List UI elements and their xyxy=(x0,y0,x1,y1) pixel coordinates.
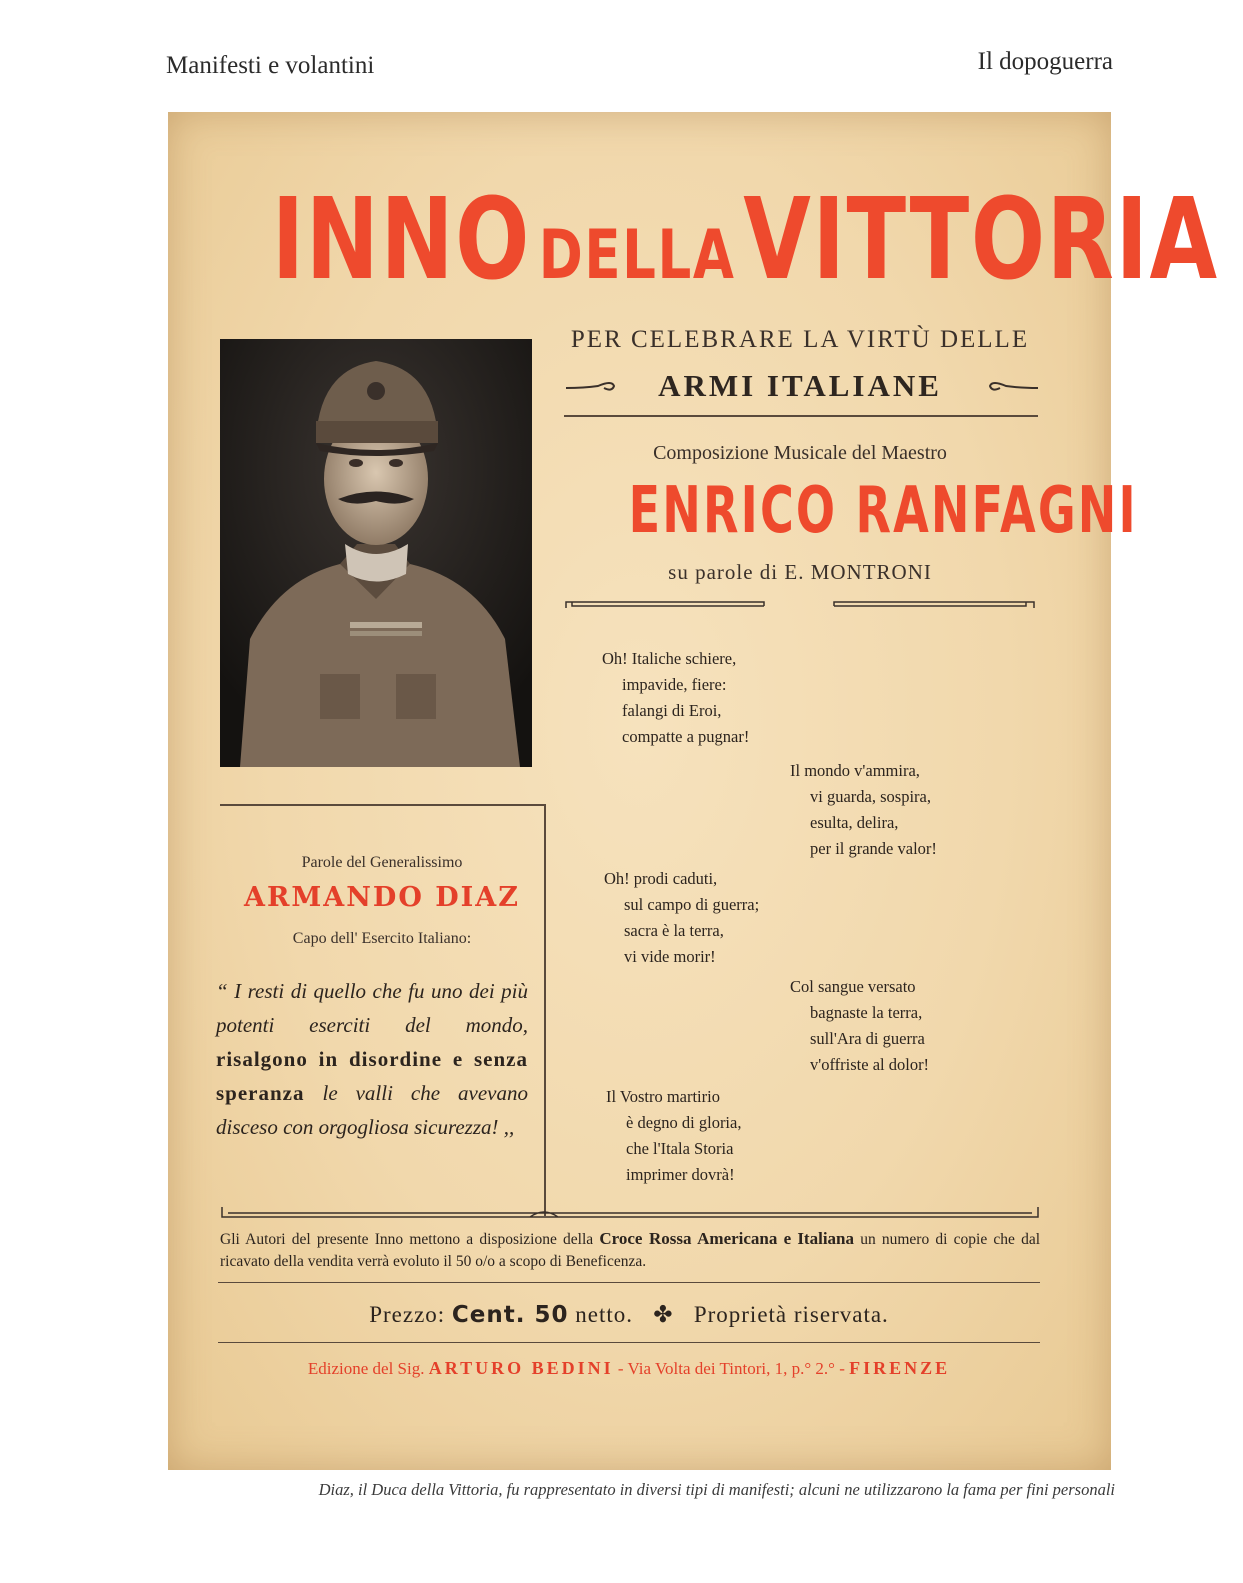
price-suffix: netto. xyxy=(575,1302,634,1327)
quote-text-bold: risalgono in disordine e senza speranza xyxy=(216,1047,528,1105)
title-word-della: DELLA xyxy=(538,216,736,295)
lyricist-line: su parole di E. MONTRONI xyxy=(668,560,932,584)
verse-line: imprimer dovrà! xyxy=(626,1165,735,1184)
rights-reserved: Proprietà riservata. xyxy=(693,1302,889,1327)
verse-line: è degno di gloria, xyxy=(626,1113,742,1132)
verse-line: Il mondo v'ammira, xyxy=(790,761,920,780)
figure-caption: Diaz, il Duca della Vittoria, fu rappresentato in diversi tipi di manifesti; alcuni ne utilizzarono la fama per fini personali xyxy=(318,1480,1115,1499)
quote-intro: Parole del Generalissimo xyxy=(301,854,463,871)
portrait-illustration xyxy=(220,339,532,767)
composition-label: Composizione Musicale del Maestro xyxy=(653,442,947,464)
donation-text-2: un numero di copie che dal ricavato della vendita verrà evoluto il 50 o/o a scopo di Beneficenza. xyxy=(220,1231,1041,1270)
donation-conj: e xyxy=(783,1229,792,1248)
verse-line: vi guarda, sospira, xyxy=(810,787,931,806)
subtitle-line-2: ARMI ITALIANE xyxy=(658,368,942,403)
poster xyxy=(168,112,1219,1470)
quote-author-role: Capo dell' Esercito Italiano: xyxy=(292,930,472,947)
subtitle-line-1: PER CELEBRARE LA VIRTÙ DELLE xyxy=(570,326,1030,353)
verse-line: vi vide morir! xyxy=(624,947,716,966)
verse-line: esulta, delira, xyxy=(810,813,899,832)
edition-address: - Via Volta dei Tintori, 1, p.° 2.° - xyxy=(617,1359,845,1378)
donation-bold-1: Croce Rossa Americana xyxy=(599,1229,778,1248)
verse-line: Il Vostro martirio xyxy=(606,1087,720,1106)
edition-city: FIRENZE xyxy=(849,1358,951,1378)
price-line xyxy=(218,1302,1040,1328)
donation-bold-2: Italiana xyxy=(797,1229,854,1248)
verse-3 xyxy=(604,866,759,970)
price-amount: Cent. 50 xyxy=(451,1302,569,1328)
verse-line: per il grande valor! xyxy=(810,839,937,858)
divider-rule xyxy=(218,1342,1040,1343)
verse-2 xyxy=(790,758,937,862)
running-head-left: Manifesti e volantini xyxy=(166,52,375,79)
divider-rule xyxy=(218,1282,1040,1283)
separator-icon: ✤ xyxy=(653,1302,674,1327)
title-word-vittoria: VITTORIA xyxy=(743,175,1219,305)
quote-text xyxy=(216,974,528,1144)
verse-line: Col sangue versato xyxy=(790,977,916,996)
edition-line xyxy=(214,1358,1044,1379)
ornamental-frame-bottom xyxy=(220,1205,1040,1221)
verse-line: bagnaste la terra, xyxy=(810,1003,923,1022)
portrait-photo xyxy=(220,339,532,767)
quote-author-name: ARMANDO DIAZ xyxy=(244,882,520,913)
verse-line: sacra è la terra, xyxy=(624,921,724,940)
verse-line: falangi di Eroi, xyxy=(622,701,722,720)
price-label: Prezzo: xyxy=(369,1302,446,1327)
verse-line: sull'Ara di guerra xyxy=(810,1029,925,1048)
running-head-right: Il dopoguerra xyxy=(977,48,1113,75)
verse-line: sul campo di guerra; xyxy=(624,895,760,914)
quote-text-part1: “ I resti di quello che fu uno dei più potenti eserciti del mondo, xyxy=(216,979,528,1037)
verse-1 xyxy=(602,646,749,750)
quote-text-part2: le valli che avevano disceso con orgogliosa sicurezza! ,, xyxy=(216,1081,528,1139)
donation-notice xyxy=(220,1228,1040,1273)
verse-line: Oh! prodi caduti, xyxy=(604,869,718,888)
edition-publisher: ARTURO BEDINI xyxy=(428,1358,614,1378)
flourish-ornament-right xyxy=(980,376,1040,396)
title-word-inno: INNO xyxy=(271,175,531,305)
ornamental-bar-left xyxy=(564,598,768,610)
ornamental-bar-right xyxy=(830,598,1038,610)
poster-title xyxy=(271,175,1219,305)
verse-line: compatte a pugnar! xyxy=(622,727,750,746)
verse-4 xyxy=(790,974,929,1078)
edition-prefix: Edizione del Sig. xyxy=(307,1359,425,1378)
verse-line: v'offriste al dolor! xyxy=(810,1055,930,1074)
verse-line: Oh! Italiche schiere, xyxy=(602,649,737,668)
donation-text-1: Gli Autori del presente Inno mettono a disposizione della xyxy=(220,1231,594,1248)
verse-line: che l'Itala Storia xyxy=(626,1139,734,1158)
verse-5 xyxy=(606,1084,741,1188)
composer-name: ENRICO RANFAGNI xyxy=(628,474,1138,548)
verse-line: impavide, fiere: xyxy=(622,675,727,694)
divider-rule xyxy=(564,415,1038,417)
